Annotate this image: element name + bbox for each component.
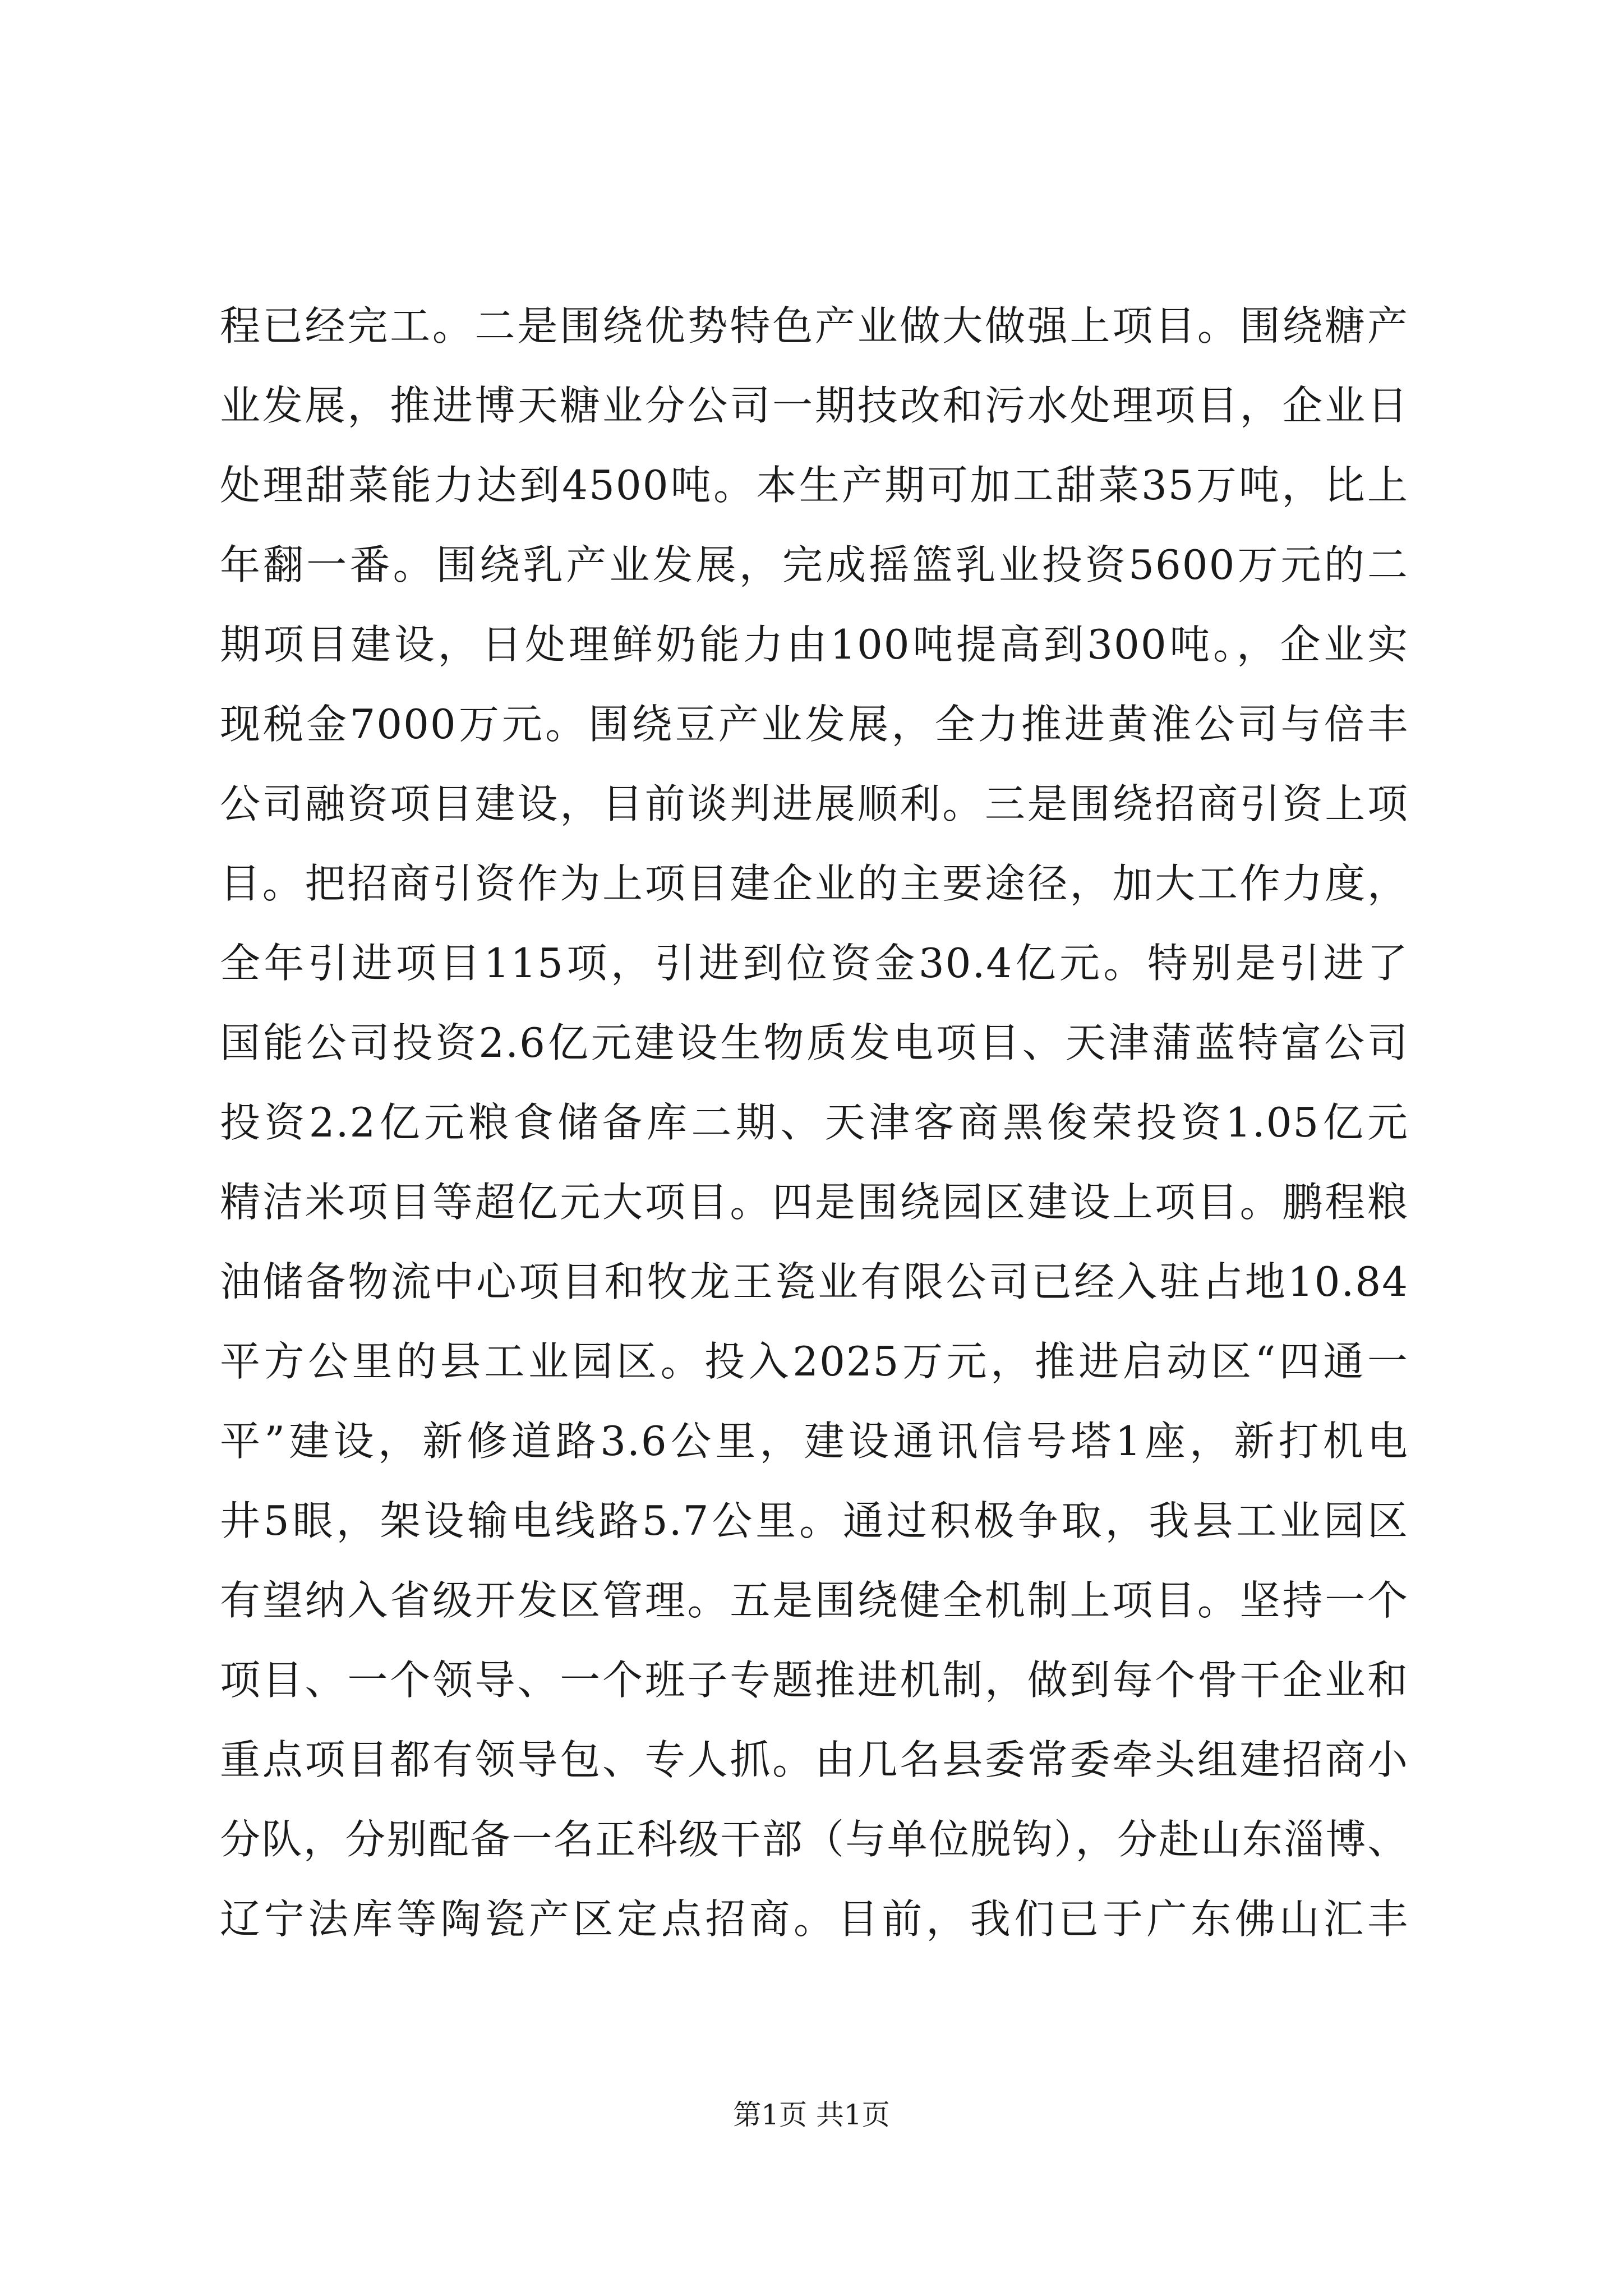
text-line: 有望纳入省级开发区管理。五是围绕健全机制上项目。坚持一个 [220, 1577, 1409, 1624]
text-line: 精洁米项目等超亿元大项目。四是围绕园区建设上项目。鹏程粮 [220, 1179, 1409, 1226]
text-line: 投资2.2亿元粮食储备库二期、天津客商黑俊荣投资1.05亿元 [220, 1099, 1409, 1146]
text-line: 井5眼，架设输电线路5.7公里。通过积极争取，我县工业园区 [220, 1497, 1409, 1544]
text-line: 平”建设，新修道路3.6公里，建设通讯信号塔1座，新打机电 [220, 1418, 1409, 1465]
text-line: 辽宁法库等陶瓷产区定点招商。目前，我们已于广东佛山汇丰 [220, 1895, 1409, 1943]
text-line: 全年引进项目115项，引进到位资金30.4亿元。特别是引进了 [220, 940, 1409, 987]
text-line: 公司融资项目建设，目前谈判进展顺利。三是围绕招商引资上项 [220, 780, 1409, 827]
text-line: 平方公里的县工业园区。投入2025万元，推进启动区“四通一 [220, 1338, 1409, 1385]
text-line: 重点项目都有领导包、专人抓。由几名县委常委牵头组建招商小 [220, 1736, 1409, 1783]
text-line: 国能公司投资2.6亿元建设生物质发电项目、天津蒲蓝特富公司 [220, 1019, 1409, 1066]
text-line: 目。把招商引资作为上项目建企业的主要途径，加大工作力度， [220, 860, 1409, 907]
text-line: 项目、一个领导、一个班子专题推进机制，做到每个骨干企业和 [220, 1657, 1409, 1704]
text-line: 油储备物流中心项目和牧龙王瓷业有限公司已经入驻占地10.84 [220, 1258, 1409, 1305]
text-line: 分队，分别配备一名正科级干部（与单位脱钩），分赴山东淄博、 [220, 1816, 1409, 1863]
text-line: 期项目建设，日处理鲜奶能力由100吨提高到300吨。，企业实 [220, 621, 1409, 668]
text-line: 处理甜菜能力达到4500吨。本生产期可加工甜菜35万吨，比上 [220, 462, 1409, 509]
text-line: 年翻一番。围绕乳产业发展，完成摇篮乳业投资5600万元的二 [220, 541, 1409, 588]
text-line: 业发展，推进博天糖业分公司一期技改和污水处理项目，企业日 [220, 382, 1409, 429]
text-line: 程已经完工。二是围绕优势特色产业做大做强上项目。围绕糖产 [220, 302, 1409, 349]
text-line: 现税金7000万元。围绕豆产业发展，全力推进黄淮公司与倍丰 [220, 701, 1409, 748]
page-footer: 第1页 共1页 [733, 2099, 890, 2131]
body-paragraph [220, 286, 1409, 1959]
